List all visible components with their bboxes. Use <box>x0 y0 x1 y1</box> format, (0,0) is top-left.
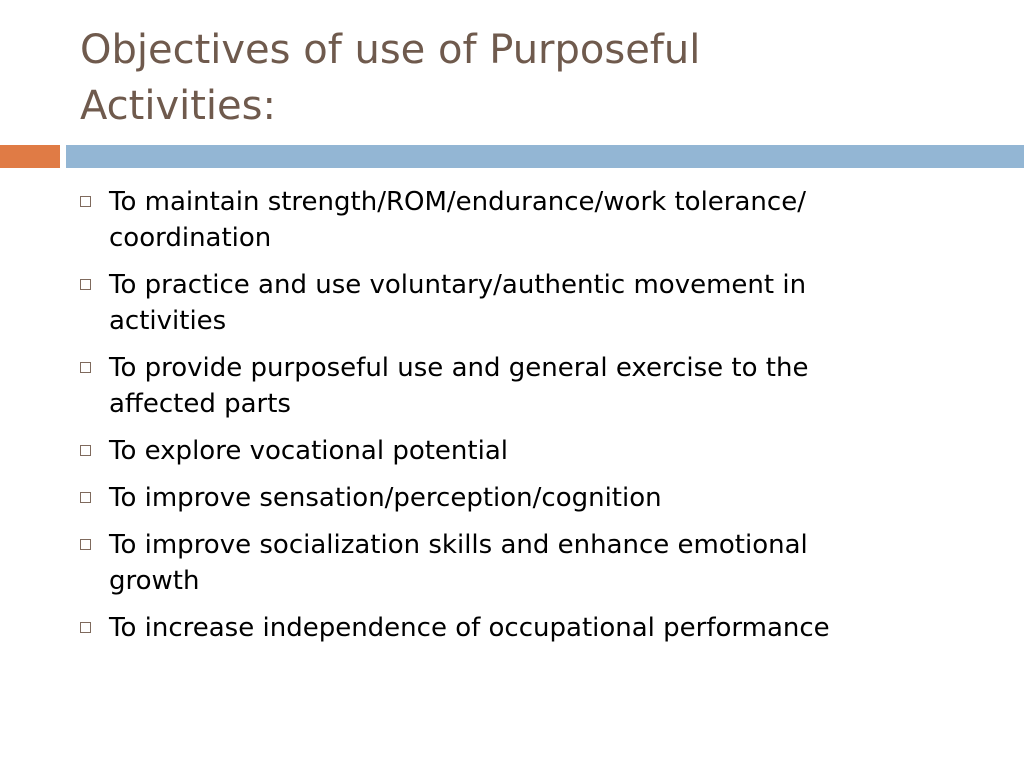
list-item <box>80 610 980 646</box>
bullet-text: To explore vocational potential <box>109 436 508 466</box>
list-item <box>80 184 980 256</box>
list-item <box>80 350 980 422</box>
slide-title-line-2: Activities: <box>80 83 276 129</box>
bullet-text: To practice and use voluntary/authentic movement in activities <box>109 270 807 336</box>
hollow-square-bullet-icon <box>80 445 91 456</box>
hollow-square-bullet-icon <box>80 196 91 207</box>
bullet-text: To maintain strength/ROM/endurance/work tolerance/ coordination <box>109 187 806 253</box>
objectives-list <box>80 184 980 657</box>
bullet-text: To provide purposeful use and general exercise to the affected parts <box>109 353 809 419</box>
slide-title-line-1: Objectives of use of Purposeful <box>80 27 701 73</box>
list-item <box>80 480 980 516</box>
hollow-square-bullet-icon <box>80 362 91 373</box>
bullet-text: To improve sensation/perception/cognition <box>109 483 662 513</box>
bullet-text: To increase independence of occupational performance <box>109 613 830 643</box>
hollow-square-bullet-icon <box>80 279 91 290</box>
hollow-square-bullet-icon <box>80 492 91 503</box>
hollow-square-bullet-icon <box>80 539 91 550</box>
bullet-text: To improve socialization skills and enhance emotional growth <box>109 530 808 596</box>
list-item <box>80 527 980 599</box>
title-rule-bar <box>66 145 1024 168</box>
accent-bar <box>0 145 60 168</box>
list-item <box>80 433 980 469</box>
hollow-square-bullet-icon <box>80 622 91 633</box>
slide-title <box>80 22 980 134</box>
list-item <box>80 267 980 339</box>
